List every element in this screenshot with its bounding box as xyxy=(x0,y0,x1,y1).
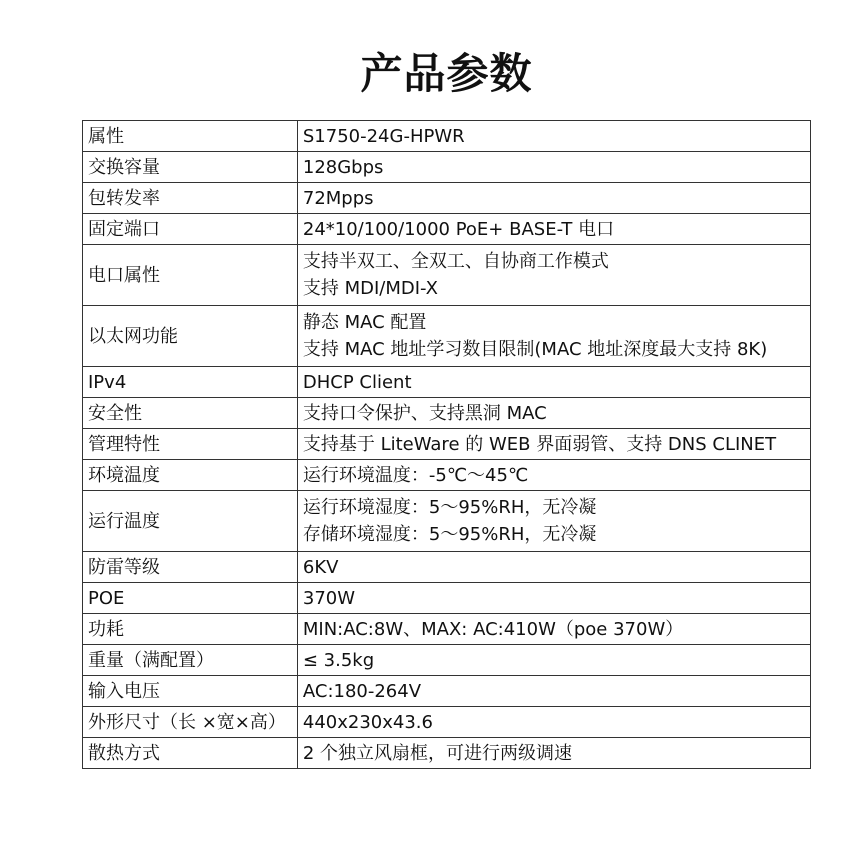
spec-value xyxy=(297,583,810,614)
spec-value-line: 2 个独立风扇框，可进行两级调速 xyxy=(302,742,573,764)
spec-value xyxy=(297,152,810,183)
table-row xyxy=(83,245,811,306)
spec-value xyxy=(297,676,810,707)
spec-value-line: S1750-24G-HPWR xyxy=(302,125,465,147)
spec-name: 固定端口 xyxy=(83,214,298,245)
table-row xyxy=(83,152,811,183)
spec-value xyxy=(297,460,810,491)
spec-name: 输入电压 xyxy=(83,676,298,707)
table-row xyxy=(83,214,811,245)
spec-value-line: 440x230x43.6 xyxy=(302,711,433,733)
table-row xyxy=(83,614,811,645)
spec-name: 包转发率 xyxy=(83,183,298,214)
spec-table xyxy=(82,120,811,769)
spec-value-line: 370W xyxy=(302,587,356,609)
table-row xyxy=(83,429,811,460)
table-row xyxy=(83,491,811,552)
spec-name: 属性 xyxy=(83,121,298,152)
spec-name: 运行温度 xyxy=(83,491,298,552)
spec-name: 外形尺寸（长 ×宽×高） xyxy=(83,707,298,738)
spec-value-line: 72Mpps xyxy=(302,187,374,209)
spec-name: 安全性 xyxy=(83,398,298,429)
table-row xyxy=(83,738,811,769)
spec-value xyxy=(297,367,810,398)
spec-value-line: 运行环境湿度：5～95%RH，无冷凝 xyxy=(302,497,597,518)
spec-value xyxy=(297,614,810,645)
spec-value xyxy=(297,491,810,552)
spec-name: 环境温度 xyxy=(83,460,298,491)
spec-name: 以太网功能 xyxy=(83,306,298,367)
table-row xyxy=(83,460,811,491)
spec-value-line: AC:180-264V xyxy=(302,680,422,702)
table-row xyxy=(83,306,811,367)
spec-name: 管理特性 xyxy=(83,429,298,460)
spec-value-line: 存储环境湿度：5～95%RH，无冷凝 xyxy=(302,524,597,545)
spec-value xyxy=(297,707,810,738)
spec-name: IPv4 xyxy=(83,367,298,398)
spec-value-line: 支持 MAC 地址学习数目限制(MAC 地址深度最大支持 8K) xyxy=(302,339,768,360)
spec-value xyxy=(297,429,810,460)
spec-value-line: 128Gbps xyxy=(302,156,384,178)
spec-value xyxy=(297,552,810,583)
spec-value-line: 支持半双工、全双工、自协商工作模式 xyxy=(302,251,609,272)
table-row xyxy=(83,676,811,707)
spec-name: 重量（满配置） xyxy=(83,645,298,676)
spec-name: 电口属性 xyxy=(83,245,298,306)
table-row xyxy=(83,121,811,152)
spec-name: 功耗 xyxy=(83,614,298,645)
spec-value-line: 24*10/100/1000 PoE+ BASE-T 电口 xyxy=(302,218,615,240)
spec-value xyxy=(297,398,810,429)
spec-value-line: DHCP Client xyxy=(302,371,412,393)
table-row xyxy=(83,183,811,214)
spec-value-line: 6KV xyxy=(302,556,339,578)
table-row xyxy=(83,367,811,398)
table-row xyxy=(83,398,811,429)
spec-name: 交换容量 xyxy=(83,152,298,183)
spec-value-line: 支持口令保护、支持黑洞 MAC xyxy=(302,402,547,424)
spec-name: POE xyxy=(83,583,298,614)
spec-value-line: 运行环境温度：-5℃～45℃ xyxy=(302,464,529,486)
spec-value xyxy=(297,645,810,676)
table-row xyxy=(83,583,811,614)
spec-value-line: 支持基于 LiteWare 的 WEB 界面弱管、支持 DNS CLINET xyxy=(302,433,777,455)
spec-name: 防雷等级 xyxy=(83,552,298,583)
table-row xyxy=(83,707,811,738)
table-row xyxy=(83,645,811,676)
spec-value-line: 静态 MAC 配置 xyxy=(302,312,427,333)
page-title: 产品参数 xyxy=(360,49,533,98)
spec-value xyxy=(297,121,810,152)
spec-value-line: MIN:AC:8W、MAX: AC:410W（poe 370W） xyxy=(302,618,684,640)
spec-value xyxy=(297,306,810,367)
spec-value xyxy=(297,245,810,306)
spec-value-line: ≤ 3.5kg xyxy=(302,649,375,671)
spec-value-line: 支持 MDI/MDI-X xyxy=(302,278,438,299)
spec-name: 散热方式 xyxy=(83,738,298,769)
spec-value xyxy=(297,738,810,769)
table-row xyxy=(83,552,811,583)
spec-value xyxy=(297,214,810,245)
spec-value xyxy=(297,183,810,214)
